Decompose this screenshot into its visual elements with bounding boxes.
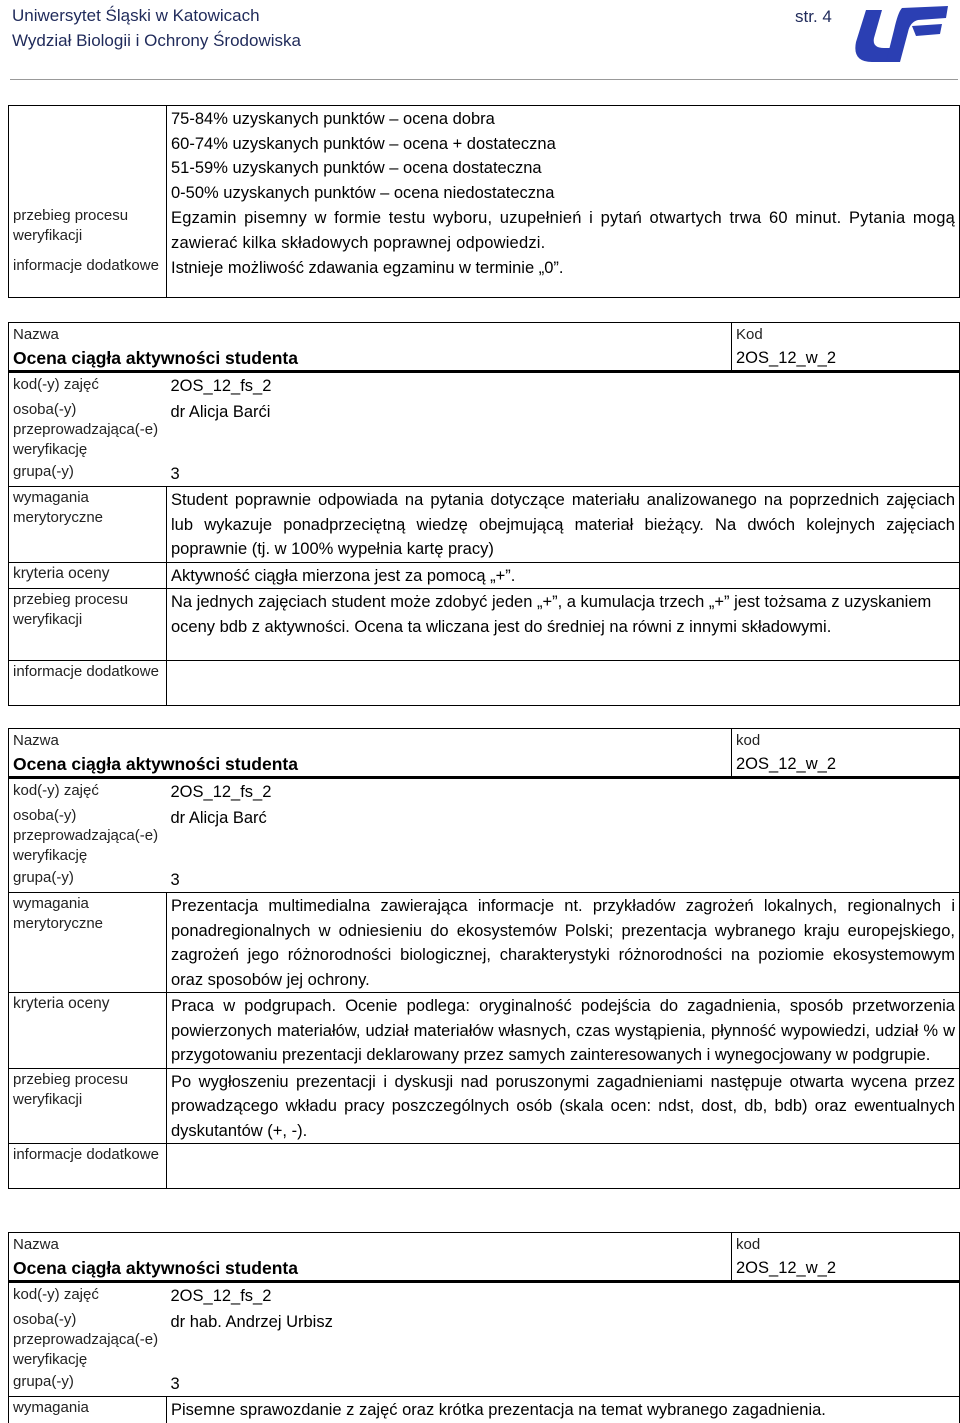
grade-line: 75-84% uzyskanych punktów – ocena dobra — [171, 110, 495, 128]
osoba-label: osoba(-y) przeprowadzająca(-e) weryfikację — [9, 805, 167, 867]
grupa-label: grupa(-y) — [9, 461, 167, 487]
przebieg-label: przebieg procesu weryfikacji — [9, 589, 167, 661]
info-value — [167, 661, 960, 706]
osoba-label: osoba(-y) przeprowadzająca(-e) weryfikację — [9, 1309, 167, 1371]
grade-line: 0-50% uzyskanych punktów – ocena niedostateczna — [171, 183, 555, 202]
kod-zajec-value: 2OS_12_fs_2 — [167, 778, 960, 805]
osoba-label: osoba(-y) przeprowadzająca(-e) weryfikację — [9, 399, 167, 461]
wymagania-label: wymagania — [9, 1397, 167, 1423]
kod-value: 2OS_12_w_2 — [732, 345, 960, 372]
wymagania-label: wymagania merytoryczne — [9, 893, 167, 993]
kod-label: kod — [732, 729, 960, 752]
nazwa-label: Nazwa — [9, 729, 167, 752]
info-label: informacje dodatkowe — [9, 255, 167, 297]
grupa-label: grupa(-y) — [9, 1371, 167, 1397]
osoba-value: dr Alicja Barći — [167, 399, 960, 461]
kod-zajec-label: kod(-y) zajęć — [9, 1282, 167, 1309]
grupa-value: 3 — [167, 1371, 960, 1397]
header-divider — [10, 79, 958, 80]
empty-label-cell — [9, 106, 167, 206]
grupa-label: grupa(-y) — [9, 867, 167, 893]
nazwa-label: Nazwa — [9, 323, 167, 346]
kod-zajec-value: 2OS_12_fs_2 — [167, 372, 960, 399]
page-header — [0, 0, 960, 80]
verification-table-3 — [8, 1232, 960, 1423]
info-label: informacje dodatkowe — [9, 661, 167, 706]
wymagania-value: Pisemne sprawozdanie z zajęć oraz krótka prezentacja na temat wybranego zagadnienia. — [167, 1397, 960, 1423]
verification-table-0 — [8, 105, 960, 298]
kod-value: 2OS_12_w_2 — [732, 1255, 960, 1282]
kod-zajec-label: kod(-y) zajęć — [9, 778, 167, 805]
nazwa-value: Ocena ciągła aktywności studenta — [9, 1255, 732, 1282]
kod-label: kod — [732, 1233, 960, 1256]
verification-table-2 — [8, 728, 960, 1189]
przebieg-value: Na jednych zajęciach student może zdobyć jeden „+”, a kumulacja trzech „+” jest tożsama z uzyskaniem oceny bdb z aktywności. Ocena ta wliczana jest do średniej na równi z innymi składowymi. — [167, 589, 960, 661]
osoba-value: dr Alicja Barć — [167, 805, 960, 867]
grupa-value: 3 — [167, 461, 960, 487]
info-value — [167, 1144, 960, 1189]
university-logo-icon — [852, 4, 952, 64]
kryteria-value: Praca w podgrupach. Ocenie podlega: oryginalność podejścia do zagadnienia, sposób przetworzenia powierzonych materiałów, udział materiałów własnych, czas wystąpienia, płynność wypowiedzi, udział % w przygotowaniu prezentacji deklarowany przez samych zainteresowanych i wynegocjowany w podgrupie. — [167, 993, 960, 1069]
przebieg-label: przebieg procesu weryfikacji — [9, 205, 167, 255]
grupa-value: 3 — [167, 867, 960, 893]
osoba-value: dr hab. Andrzej Urbisz — [167, 1309, 960, 1371]
przebieg-label: przebieg procesu weryfikacji — [9, 1068, 167, 1144]
kod-value: 2OS_12_w_2 — [732, 751, 960, 778]
university-name: Uniwersytet Śląski w Katowicach — [12, 6, 260, 25]
info-label: informacje dodatkowe — [9, 1144, 167, 1189]
nazwa-value: Ocena ciągła aktywności studenta — [9, 345, 732, 372]
grade-line: 51-59% uzyskanych punktów – ocena dostateczna — [171, 159, 542, 177]
kod-zajec-label: kod(-y) zajęć — [9, 372, 167, 399]
verification-table-1 — [8, 322, 960, 706]
page-number: str. 4 — [795, 7, 832, 26]
kryteria-label: kryteria oceny — [9, 562, 167, 589]
wymagania-label: wymagania merytoryczne — [9, 487, 167, 563]
kryteria-value: Aktywność ciągła mierzona jest za pomocą „+”. — [167, 562, 960, 589]
wymagania-value: Student poprawnie odpowiada na pytania dotyczące materiału analizowanego na poprzednich zajęciach lub wykazuje ponadprzeciętną wiedzę obejmującą materiał bieżący. Na dwóch kolejnych zajęciach poprawnie (tj. w 100% wypełnia kartę pracy) — [167, 487, 960, 563]
grade-line: 60-74% uzyskanych punktów – ocena + dostateczna — [171, 134, 556, 153]
nazwa-value: Ocena ciągła aktywności studenta — [9, 751, 732, 778]
kod-label: Kod — [732, 323, 960, 346]
info-text: Istnieje możliwość zdawania egzaminu w terminie „0”. — [167, 255, 960, 297]
przebieg-value: Po wygłoszeniu prezentacji i dyskusji nad poruszonymi zagadnieniami następuje otwarta wycena przez prowadzącego wkładu pracy poszczególnych osób (skala ocen: ndst, dost, db, bdb) oraz ewentualnych dyskutantów (+, -). — [167, 1068, 960, 1144]
przebieg-text: Egzamin pisemny w formie testu wyboru, uzupełnień i pytań otwartych trwa 60 minut. Pytania mogą zawierać kilka składowych poprawnej odpowiedzi. — [167, 205, 960, 255]
kod-zajec-value: 2OS_12_fs_2 — [167, 1282, 960, 1309]
nazwa-label: Nazwa — [9, 1233, 167, 1256]
kryteria-label: kryteria oceny — [9, 993, 167, 1069]
wymagania-value: Prezentacja multimedialna zawierająca informacje nt. przykładów zagrożeń lokalnych, regionalnych i ponadregionalnych w odniesieniu do ekosystemów Polski; prezentacja wybranego kraju europejskiego, zagrożeń jego różnorodności biologicznej, charakterystyki różnorodności na poziomie ekosystemowym oraz sposobów jej ochrony. — [167, 893, 960, 993]
grades-list — [167, 106, 960, 206]
faculty-name: Wydział Biologii i Ochrony Środowiska — [12, 31, 301, 50]
